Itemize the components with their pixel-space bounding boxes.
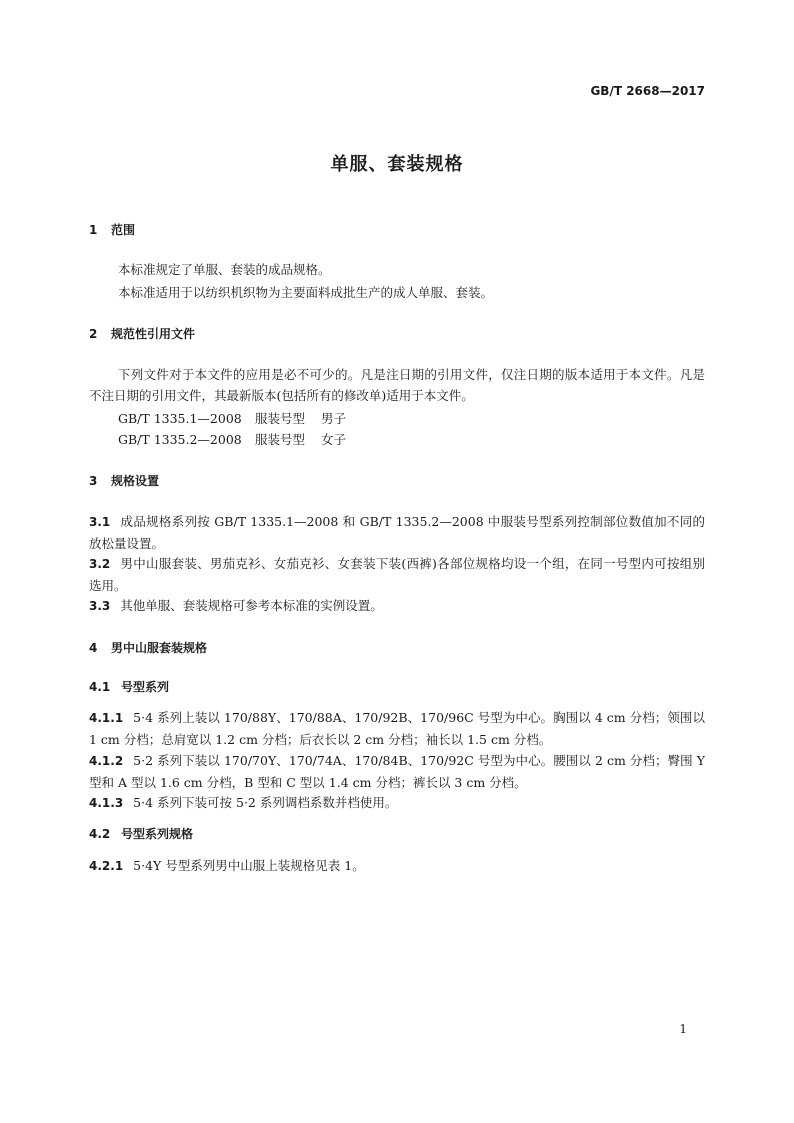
document-title: 单服、套装规格: [330, 154, 464, 175]
clause-text: 成品规格系列按 GB/T 1335.1—2008 和 GB/T 1335.2—2008 中服装号型系列控制部位数值加不同的放松量设置。: [89, 514, 705, 551]
subsection-4-1-heading: [89, 678, 169, 695]
clause-number: 4.1.1: [89, 711, 124, 725]
standard-number: GB/T 2668—2017: [590, 84, 705, 98]
section-number: 4: [89, 641, 98, 655]
subsection-number: 4.1: [89, 680, 111, 694]
section-title: 范围: [111, 223, 136, 237]
clause-item: [89, 707, 705, 750]
section-title: 规格设置: [111, 474, 160, 488]
clause-text: 5·4 系列下装可按 5·2 系列调档系数并档使用。: [133, 795, 398, 810]
reference-code: GB/T 1335.2—2008: [118, 432, 242, 447]
section-title: 规范性引用文件: [111, 327, 196, 341]
subsection-number: 4.2: [89, 827, 111, 841]
clause-item: [89, 750, 705, 793]
clause-number: 4.1.3: [89, 796, 124, 810]
subsection-title: 号型系列: [121, 680, 170, 694]
subsection-title: 号型系列规格: [121, 827, 194, 841]
clause-item: [89, 553, 705, 596]
reference-gender: 女子: [321, 432, 347, 447]
clause-item: [89, 511, 705, 554]
clause-item: [89, 792, 705, 814]
clause-number: 3.2: [89, 557, 111, 571]
reference-gender: 男子: [321, 411, 347, 426]
reference-code: GB/T 1335.1—2008: [118, 411, 242, 426]
clause-number: 4.2.1: [89, 859, 124, 873]
clause-text: 男中山服套装、男茄克衫、女茄克衫、女套装下装(西裤)各部位规格均设一个组，在同一号型内可按组别选用。: [89, 556, 705, 593]
reference-name: 服装号型: [255, 432, 306, 447]
section-2-heading: [89, 325, 195, 342]
normative-references-paragraph: 下列文件对于本文件的应用是必不可少的。凡是注日期的引用文件，仅注日期的版本适用于本文件。凡是不注日期的引用文件，其最新版本(包括所有的修改单)适用于本文件。: [89, 367, 705, 403]
section-3-heading: [89, 472, 159, 489]
scope-paragraph-2: 本标准适用于以纺织机织物为主要面料成批生产的成人单服、套装。: [118, 285, 494, 300]
clause-item: [89, 595, 705, 617]
section-number: 1: [89, 223, 98, 237]
clause-text: 5·2 系列下装以 170/70Y、170/74A、170/84B、170/92C 号型为中心。腰围以 2 cm 分档；臀围 Y 型和 A 型以 1.6 cm 分档，B 型和 C 型以 1.4 cm 分档；裤长以 3 cm 分档。: [89, 753, 705, 790]
section-number: 3: [89, 474, 98, 488]
subsection-4-2-heading: [89, 825, 193, 842]
page-number: 1: [679, 1022, 687, 1036]
clause-number: 3.1: [89, 515, 111, 529]
clause-item: [89, 855, 705, 877]
clause-text: 5·4 系列上装以 170/88Y、170/88A、170/92B、170/96C 号型为中心。胸围以 4 cm 分档；领围以 1 cm 分档；总肩宽以 1.2 cm 分档；后衣长以 2 cm 分档；袖长以 1.5 cm 分档。: [89, 710, 705, 747]
clause-text: 其他单服、套装规格可参考本标准的实例设置。: [120, 598, 383, 613]
reference-name: 服装号型: [255, 411, 306, 426]
section-number: 2: [89, 327, 98, 341]
clause-text: 5·4Y 号型系列男中山服上装规格见表 1。: [133, 858, 365, 873]
section-title: 男中山服套装规格: [111, 641, 208, 655]
reference-item: [118, 430, 346, 448]
clause-number: 3.3: [89, 599, 111, 613]
section-4-heading: [89, 639, 207, 656]
clause-number: 4.1.2: [89, 754, 124, 768]
reference-item: [118, 409, 346, 427]
scope-paragraph-1: 本标准规定了单服、套装的成品规格。: [118, 262, 331, 277]
section-1-heading: [89, 221, 135, 238]
